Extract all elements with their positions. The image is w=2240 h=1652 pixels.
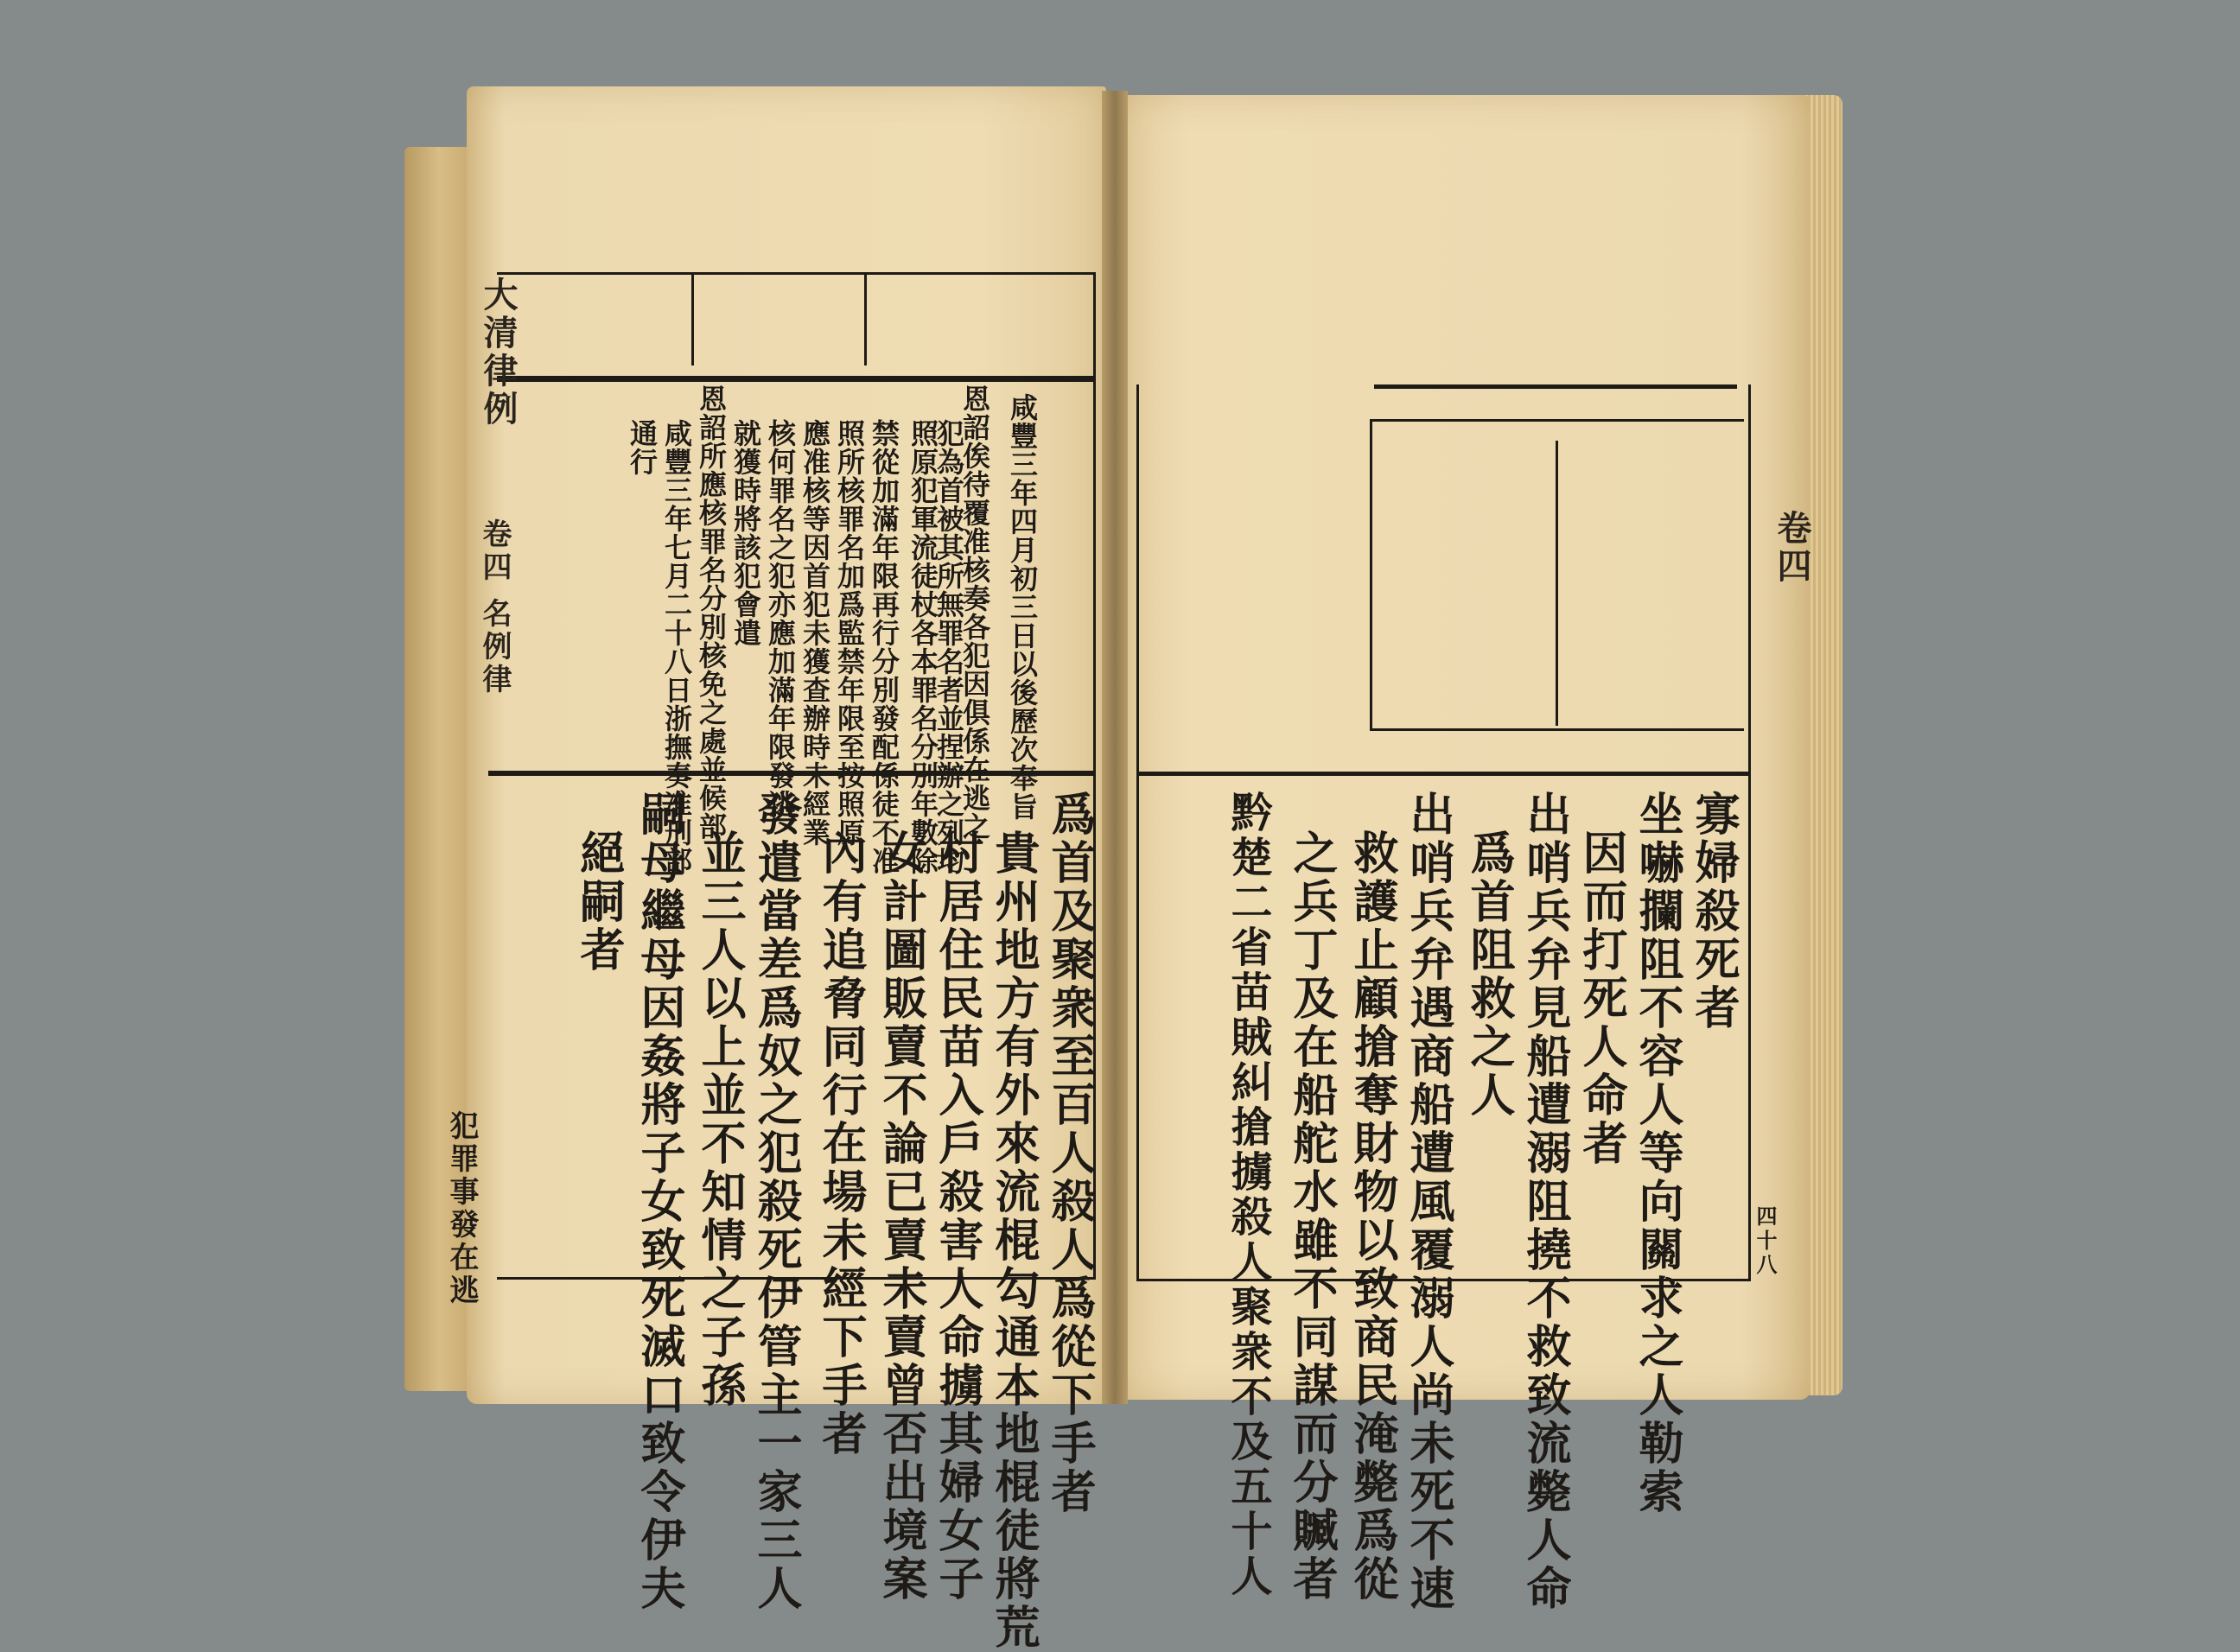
lower-text-column: 出哨兵弁見船遭溺阻撓不救致流斃人命 [1518,791,1571,1613]
right-middle-rule [1136,772,1748,776]
lower-text-column: 女計圖販賣不論已賣未賣曾否出境案 [875,829,927,1604]
book-gutter [1102,91,1128,1404]
right-top-rule [1374,384,1737,389]
upper-text-column: 恩詔所應核罪名分別核免之處並候部 [695,384,728,841]
lower-text-column: 嗣母繼母因姦將子女致死滅口致令伊夫 [633,791,685,1613]
lower-text-column: 出哨兵弁遇商船遭風覆溺人尚未死不速 [1402,791,1454,1613]
lower-text-column: 爲首阻救之人 [1462,829,1515,1120]
margin-label: 卷四 [1772,510,1812,586]
upper-text-column: 照所核罪名加爲監禁年限至按照原 [833,419,866,847]
lower-text-column: 坐嚇攔阻不容人等向關求之人勒索 [1631,791,1683,1516]
lower-text-column: 因而打死人命者 [1575,829,1627,1168]
upper-text-column: 應准核等因首犯未獲查辦時未經業 [799,419,831,847]
lower-text-column: 黔楚二省苗賊糾搶擄殺人聚衆不及五十人 [1224,791,1272,1599]
upper-text-column: 犯為首被其所無罪名者並捏辦之列均 [932,419,965,875]
lower-text-column: 村居住民苗入戶殺害人命擄其婦女子 [931,829,983,1604]
upper-text-column: 咸豐三年四月初三日以後歷次奉旨 [1006,393,1039,821]
lower-text-column: 發遣當差爲奴之犯殺死伊管主一家三人 [749,791,802,1613]
upper-text-column: 核何罪名之犯亦應加滿年限發逃 [764,419,797,818]
header-divider [864,275,867,365]
upper-text-column: 就獲時將該犯會遣 [729,419,762,647]
margin-subtitle: 卷四 名例律 [477,518,512,696]
header-divider [691,275,694,365]
upper-text-column: 恩詔俟待覆准核奏各犯因俱係在逃之 [958,384,991,841]
left-header-band [497,272,1096,382]
box-divider [1556,441,1558,726]
lower-text-column: 內有追脅同行在場未經下手者 [814,829,867,1458]
upper-text-column: 咸豐三年七月二十八日浙撫奏准刑部 [660,419,693,875]
margin-title: 大清律例 [478,276,519,429]
lower-text-column: 並三人以上並不知情之子孫 [693,829,746,1410]
lower-text-column: 絕嗣者 [572,829,625,975]
upper-text-column: 照原犯軍流徒杖各本罪名分別年數除 [907,419,939,875]
lower-text-column: 寡婦殺死者 [1687,791,1740,1032]
page-number: 四十八 [1753,1205,1778,1278]
lower-text-column: 救護止顧搶奪財物以致商民淹斃爲從 [1346,829,1398,1604]
lower-text-column: 之兵丁及在船舵水雖不同謀而分贓者 [1285,829,1338,1604]
box-divider [1370,423,1372,726]
lower-text-column: 爲首及聚衆至百人殺人爲從下手者 [1043,791,1096,1516]
margin-bottom-text: 犯罪事發在逃 [444,1110,479,1307]
upper-text-column: 通行 [626,419,659,476]
lower-text-column: 貴州地方有外來流棍勾通本地棍徒將荒 [987,829,1040,1652]
upper-text-column: 禁從加滿年限再行分別發配係徒不准 [868,419,900,875]
